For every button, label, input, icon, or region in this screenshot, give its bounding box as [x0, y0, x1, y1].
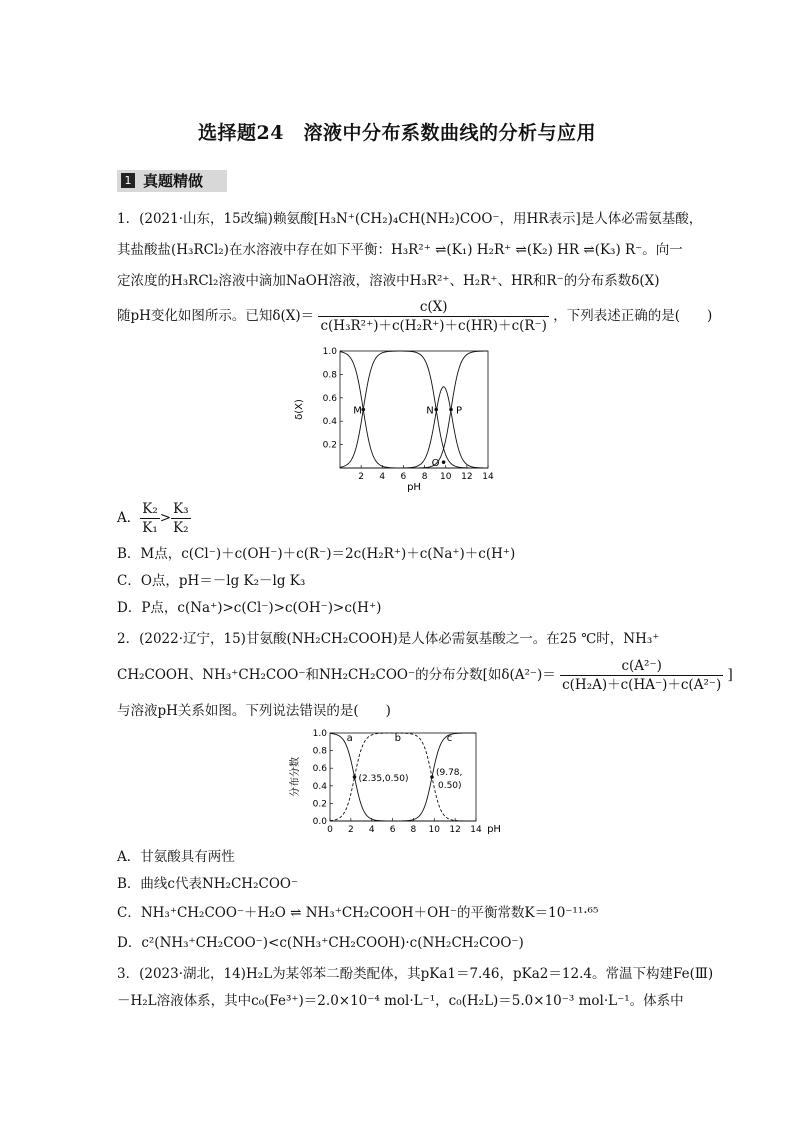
series-label-a: a: [346, 732, 353, 744]
section-number: 1: [121, 173, 135, 188]
annotation-point: [353, 775, 357, 779]
point-N: [434, 408, 438, 412]
q1-option-a-label: A．: [117, 510, 141, 526]
point-label-P: P: [456, 405, 463, 417]
q3-line2: －H₂L溶液体系，其中c₀(Fe³⁺)＝2.0×10⁻⁴ mol·L⁻¹，c₀(H₂L)＝5.0×10⁻³ mol·L⁻¹。体系中: [117, 993, 684, 1009]
x-tick-label: 10: [439, 472, 452, 482]
q2-line3: 与溶液pH关系如图。下列说法错误的是( ): [117, 703, 391, 719]
x-tick-label: 8: [410, 825, 417, 835]
x-tick-label: 2: [358, 472, 365, 482]
q2-option-c: C．NH₃⁺CH₂COO⁻＋H₂O ⇌ NH₃⁺CH₂COOH＋OH⁻的平衡常数K＝10⁻¹¹·⁶⁵: [117, 905, 599, 921]
q1-line4-post: ，下列表述正确的是( ): [553, 308, 713, 324]
point-O: [442, 460, 446, 464]
x-tick-label: 6: [400, 472, 407, 482]
point-label-M: M: [353, 405, 362, 417]
section-banner: [117, 170, 227, 192]
page-title: 选择题24 溶液中分布系数曲线的分析与应用: [198, 122, 596, 144]
q2-option-a: A．甘氨酸具有两性: [117, 849, 235, 865]
y-tick-label: 1.0: [322, 347, 337, 357]
x-tick-label: 0: [327, 825, 333, 835]
y-tick-label: 0.2: [322, 440, 337, 451]
series-label-b: b: [394, 732, 402, 744]
x-tick-label: 4: [379, 472, 386, 482]
annotation-point: [430, 775, 434, 779]
q3-line1: 3．(2023·湖北，14)H₂L为某邻苯二酚类配体，其pKa1＝7.46，pKa2＝12.4。常温下构建Fe(Ⅲ): [117, 966, 714, 982]
q1-a-num2: K₃: [173, 501, 189, 517]
x-tick-label: 8: [421, 472, 428, 482]
x-axis-label: pH: [487, 824, 501, 835]
q1-a-den1: K₁: [142, 520, 158, 536]
point-M: [361, 408, 365, 412]
q2-fraction: [560, 657, 723, 694]
annotation-label: (9.78,: [435, 768, 463, 778]
q1-a-num1: K₂: [142, 501, 158, 517]
x-tick-label: 10: [428, 825, 441, 835]
q1-line2: 其盐酸盐(H₃RCl₂)在水溶液中存在如下平衡：H₃R²⁺ ⇌(K₁) H₂R⁺ ⇌(K₂) HR ⇌(K₃) R⁻。向一: [117, 242, 683, 258]
q1-option-b: B．M点，c(Cl⁻)＋c(OH⁻)＋c(R⁻)＝2c(H₂R⁺)＋c(Na⁺)＋c(H⁺): [117, 546, 516, 562]
q1-option-a-frac1: [140, 500, 160, 537]
q1-frac-den: c(H₃R²⁺)＋c(H₂R⁺)＋c(HR)＋c(R⁻): [320, 318, 547, 334]
q1-a-den2: K₂: [173, 520, 189, 536]
q1-option-a-frac2: [171, 500, 191, 537]
q1-option-c: C．O点，pH＝－lg K₂－lg K₃: [117, 573, 306, 589]
y-tick-label: 0.4: [312, 781, 327, 792]
q1-fraction: [318, 298, 548, 335]
y-axis-label: 分布分数: [290, 757, 301, 797]
y-tick-label: 0.8: [312, 746, 327, 757]
q2-line2-pre: CH₂COOH、NH₃⁺CH₂COO⁻和NH₂CH₂COO⁻的分布分数[如δ(A²⁻)＝: [117, 667, 556, 683]
chart-q1: [290, 340, 500, 495]
y-tick-label: 0.4: [322, 417, 337, 428]
q2-line2: [117, 657, 733, 694]
x-tick-label: 12: [449, 825, 461, 835]
point-label-N: N: [426, 405, 434, 417]
q1-option-d: D．P点，c(Na⁺)>c(Cl⁻)>c(OH⁻)>c(H⁺): [117, 600, 382, 616]
x-tick-label: 4: [368, 825, 375, 835]
series-line-HR: [340, 387, 488, 468]
x-tick-label: 14: [482, 472, 494, 482]
x-tick-label: 12: [461, 472, 473, 482]
annotation-label-2: 0.50): [437, 781, 462, 791]
q1-line3: 定浓度的H₃RCl₂溶液中滴加NaOH溶液，溶液中H₃R²⁺、H₂R⁺、HR和R⁻的分布系数δ(X): [117, 273, 660, 289]
q2-frac-num: c(A²⁻): [560, 657, 723, 676]
x-tick-label: 6: [389, 825, 396, 835]
y-tick-label: 0.2: [312, 799, 327, 810]
x-axis-label: pH: [407, 482, 421, 493]
y-tick-label: 0.6: [322, 393, 337, 404]
q2-line2-post: ]: [727, 667, 733, 683]
y-tick-label: 1.0: [312, 729, 327, 739]
point-label-O: O: [431, 458, 440, 470]
q2-option-b: B．曲线c代表NH₂CH₂COO⁻: [117, 876, 299, 892]
q1-line1: 1．(2021·山东，15改编)赖氨酸[H₃N⁺(CH₂)₄CH(NH₂)COO⁻，用HR表示]是人体必需氨基酸，: [117, 211, 703, 227]
q2-option-d: D．c²(NH₃⁺CH₂COO⁻)<c(NH₃⁺CH₂COOH)·c(NH₂CH₂COO⁻): [117, 935, 524, 951]
q1-frac-num: c(X): [318, 298, 548, 317]
section-label: 真题精做: [143, 172, 204, 190]
q1-option-a: [117, 500, 191, 537]
q1-line4-pre: 随pH变化如图所示。已知δ(X)＝: [117, 308, 315, 324]
x-tick-label: 14: [470, 825, 482, 835]
point-P: [449, 408, 453, 412]
q2-frac-den: c(H₂A)＋c(HA⁻)＋c(A²⁻): [562, 677, 722, 693]
annotation-label: (2.35,0.50): [358, 774, 409, 784]
y-tick-label: 0.0: [312, 817, 327, 827]
y-axis-label: δ(X): [294, 399, 305, 420]
y-tick-label: 0.8: [322, 370, 337, 381]
q1-a-op: >: [159, 510, 172, 526]
y-tick-label: 0.6: [312, 764, 327, 775]
series-label-c: c: [446, 732, 453, 744]
q1-line4: [117, 298, 712, 335]
x-tick-label: 2: [347, 825, 354, 835]
q2-line1: 2．(2022·辽宁，15)甘氨酸(NH₂CH₂COOH)是人体必需氨基酸之一。在25 ℃时，NH₃⁺: [117, 631, 660, 647]
chart-q2: [288, 725, 513, 843]
